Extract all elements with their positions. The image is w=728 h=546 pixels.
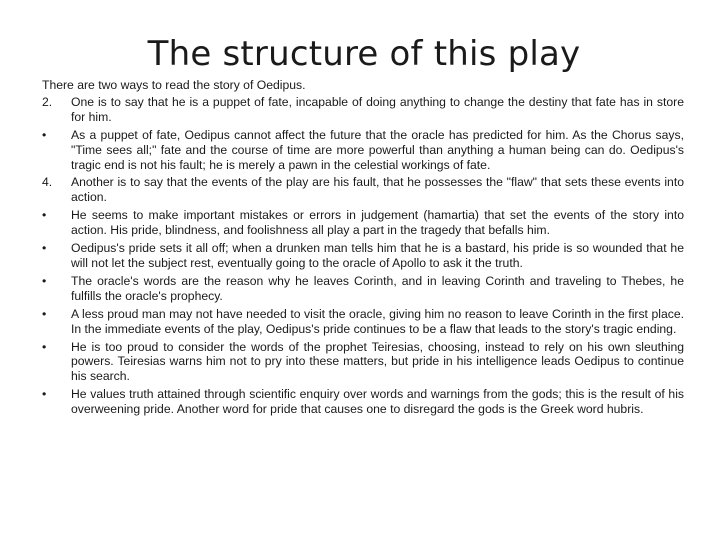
bullet-icon: • xyxy=(42,273,47,288)
list-item xyxy=(42,241,684,271)
list-item-text: He values truth attained through scientific enquiry over words and warnings from the gods; this is the result of his overweening pride. Another word for pride that causes one to disregard the gods is the Greek word hubris. xyxy=(71,387,684,417)
slide-title: The structure of this play xyxy=(147,34,581,74)
list-item-text: A less proud man may not have needed to visit the oracle, giving him no reason to leave Corinth in the first place. In the immediate events of the play, Oedipus's pride continues to be a flaw that leads to the story's tragic ending. xyxy=(71,306,684,336)
list-item-text: Oedipus's pride sets it all off; when a drunken man tells him that he is a bastard, his pride is so wounded that he will not let the subject rest, eventually going to the oracle of Apollo to ask it the truth. xyxy=(71,241,684,270)
bullet-icon: • xyxy=(42,306,47,321)
list-item xyxy=(42,340,684,385)
list-item-text: As a puppet of fate, Oedipus cannot affect the future that the oracle has predicted for him. As the Chorus says, "Time sees all;" fate and the course of time are more powerful than anything a human being can do. Oedipus's tragic end is not his fault; he is merely a pawn in the celestial workings of fate. xyxy=(71,127,684,172)
bullet-icon: • xyxy=(42,208,47,223)
intro-text: There are two ways to read the story of Oedipus. xyxy=(42,78,306,92)
list-marker: 2. xyxy=(42,94,53,109)
list-item xyxy=(42,307,684,337)
bullet-icon: • xyxy=(42,387,47,402)
list-item xyxy=(42,95,684,125)
list-item xyxy=(42,208,684,238)
bullet-icon: • xyxy=(42,241,47,256)
slide-body xyxy=(42,78,684,420)
list-item-text: He is too proud to consider the words of the prophet Teiresias, choosing, instead to rely on his own sleuthing powers. Teiresias warns him not to pry into these matters, but pride in his intelligence leads Oedipus to continue his search. xyxy=(71,339,684,384)
bullet-icon: • xyxy=(42,127,47,142)
bullet-icon: • xyxy=(42,339,47,354)
list-item-text: The oracle's words are the reason why he leaves Corinth, and in leaving Corinth and traveling to Thebes, he fulfills the oracle's prophecy. xyxy=(71,273,684,303)
list-item xyxy=(42,387,684,417)
list-item xyxy=(42,128,684,173)
list-marker: 4. xyxy=(42,175,53,190)
list-item xyxy=(42,175,684,205)
list-item xyxy=(42,274,684,304)
list-item-text: He seems to make important mistakes or errors in judgement (hamartia) that set the events of the story into action. His pride, blindness, and foolishness all play a part in the tragedy that befalls him. xyxy=(71,208,684,238)
list-item-text: Another is to say that the events of the play are his fault, that he possesses the "flaw" that sets these events into action. xyxy=(71,175,684,205)
list-item-text: One is to say that he is a puppet of fate, incapable of doing anything to change the destiny that fate has in store for him. xyxy=(71,94,684,124)
